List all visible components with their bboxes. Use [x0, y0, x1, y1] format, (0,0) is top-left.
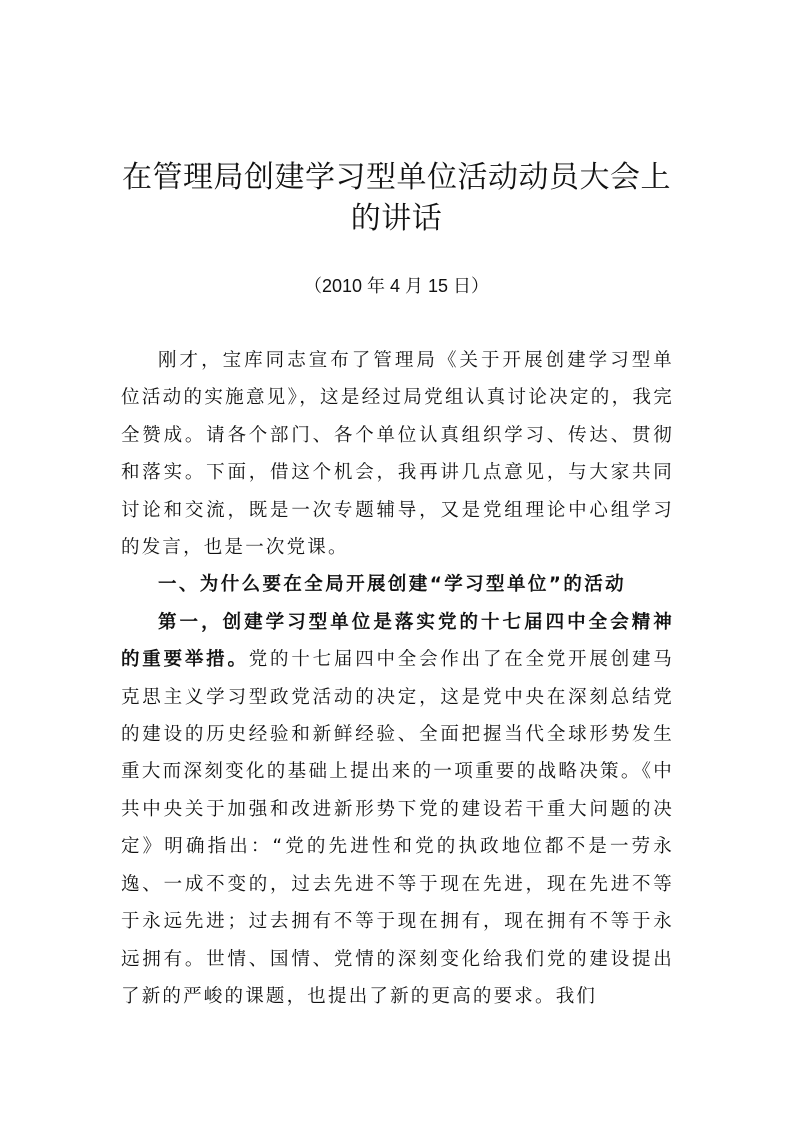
title-line-1: 在管理局创建学习型单位活动动员大会上 — [122, 160, 671, 195]
document-title — [100, 157, 693, 239]
first-point-lead: 第一，创建学习型单位是落实党的十七届四中全会精神的重要举措。 — [121, 611, 674, 671]
paragraph-intro: 刚才，宝库同志宣布了管理局《关于开展创建学习型单位活动的实施意见》，这是经过局党组认真讨论决定的，我完全赞成。请各个部门、各个单位认真组织学习、传达、贯彻和落实。下面，借这个机会，我再讲几点意见，与大家共同讨论和交流，既是一次专题辅导，又是党组理论中心组学习的发言，也是一次党课。 — [121, 350, 674, 559]
paragraph-first-point — [121, 604, 674, 1015]
section-heading-1: 一、为什么要在全局开展创建“学习型单位”的活动 — [158, 574, 627, 596]
document-body — [121, 342, 674, 1015]
first-point-text: 党的十七届四中全会作出了在全党开展创建马克思主义学习型政党活动的决定，这是党中央在深刻总结党的建设的历史经验和新鲜经验、全面把握当代全球形势发生重大而深刻变化的基础上提出来的一项重要的战略决策。《中共中央关于加强和改进新形势下党的建设若干重大问题的决定》明确指出：“党的先进性和党的执政地位都不是一劳永逸、一成不变的，过去先进不等于现在先进，现在先进不等于永远先进；过去拥有不等于现在拥有，现在拥有不等于永远拥有。世情、国情、党情的深刻变化给我们党的建设提出了新的严峻的课题，也提出了新的更高的要求。我们 — [121, 649, 674, 1007]
speech-date: （2010 年 4 月 15 日） — [303, 276, 490, 296]
title-line-2: 的讲话 — [350, 201, 443, 236]
